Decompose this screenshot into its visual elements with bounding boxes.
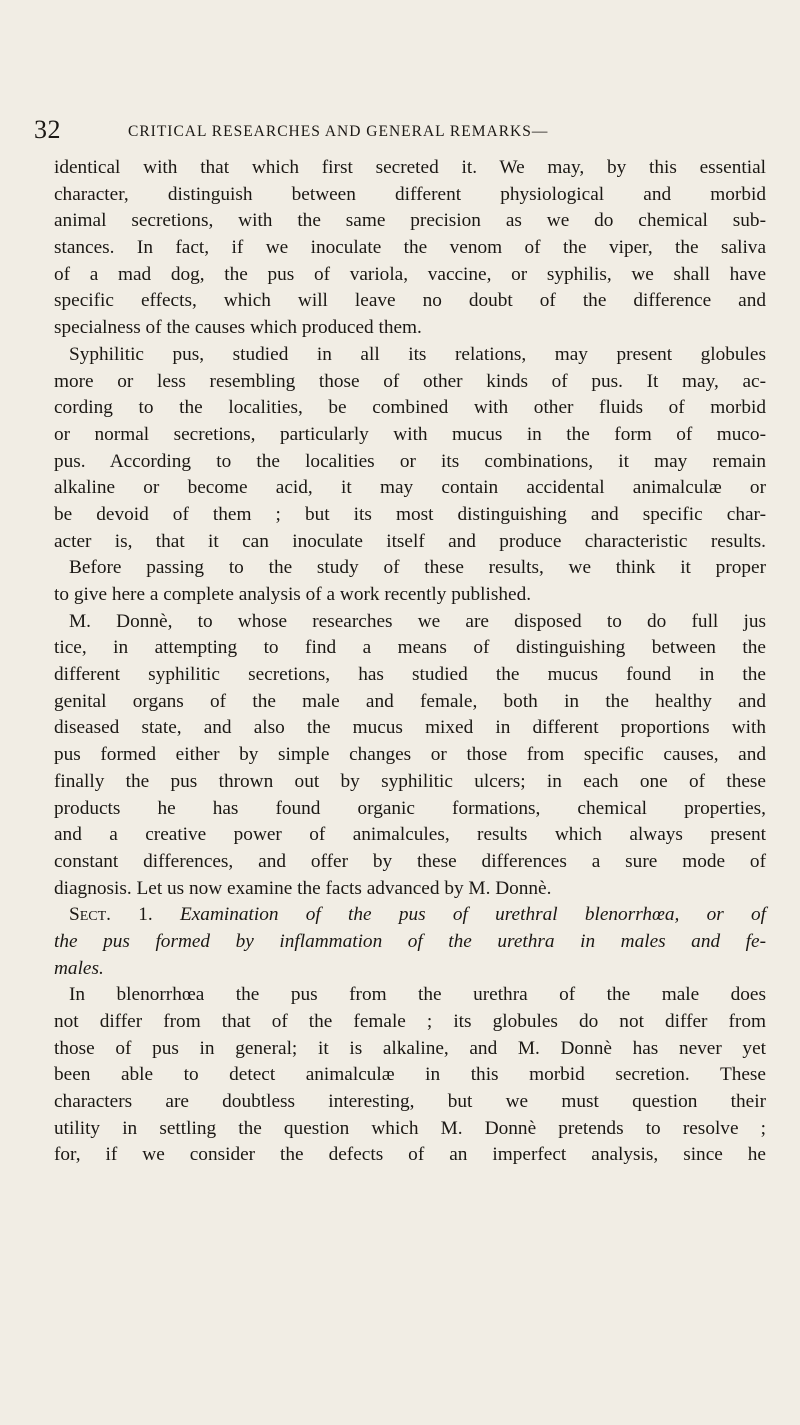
- text-line: be devoid of them ; but its most distinguishing and specific char-: [54, 503, 766, 525]
- section-label: Sect. 1.: [69, 904, 153, 926]
- text-line: Before passing to the study of these results, we think it proper: [69, 557, 766, 579]
- text-line: of a mad dog, the pus of variola, vaccine, or syphilis, we shall have: [54, 263, 766, 285]
- text-line: more or less resembling those of other kinds of pus. It may, ac-: [54, 370, 766, 392]
- text-line: stances. In fact, if we inoculate the venom of the viper, the saliva: [54, 237, 766, 259]
- text-line: specialness of the causes which produced them.: [54, 317, 422, 339]
- text-line: specific effects, which will leave no doubt of the difference and: [54, 290, 766, 312]
- text-line: alkaline or become acid, it may contain accidental animalculæ or: [54, 477, 766, 499]
- page-number: 32: [34, 115, 61, 144]
- text-line: cording to the localities, be combined with other fluids of morbid: [54, 397, 766, 419]
- section-heading-end: males.: [54, 957, 104, 979]
- text-line: animal secretions, with the same precision as we do chemical sub-: [54, 210, 766, 232]
- text-line: identical with that which first secreted it. We may, by this essential: [54, 157, 766, 178]
- text-line: different syphilitic secretions, has studied the mucus found in the: [54, 664, 766, 686]
- text-line: genital organs of the male and female, both in the healthy and: [54, 690, 766, 712]
- running-head: CRITICAL RESEARCHES AND GENERAL REMARKS—: [128, 123, 549, 140]
- text-line: not differ from that of the female ; its globules do not differ from: [54, 1011, 766, 1032]
- text-line: In blenorrhœa the pus from the urethra of the male does: [69, 984, 766, 1006]
- section-heading-continued: the pus formed by inflammation of the urethra in males and fe-: [54, 930, 766, 952]
- text-line: character, distinguish between different physiological and morbid: [54, 183, 766, 205]
- text-line: tice, in attempting to find a means of distinguishing between the: [54, 637, 766, 659]
- text-line: for, if we consider the defects of an imperfect analysis, since he: [54, 1144, 766, 1166]
- text-line: utility in settling the question which M. Donnè pretends to resolve ;: [54, 1117, 766, 1139]
- text-line: pus formed either by simple changes or those from specific causes, and: [54, 744, 766, 766]
- text-line: finally the pus thrown out by syphilitic ulcers; in each one of these: [54, 770, 766, 792]
- text-line: M. Donnè, to whose researches we are disposed to do full jus: [69, 610, 766, 632]
- text-line: or normal secretions, particularly with mucus in the form of muco-: [54, 423, 766, 445]
- body-text: [54, 155, 766, 1169]
- text-line: acter is, that it can inoculate itself and produce characteristic results.: [54, 530, 766, 552]
- text-line: been able to detect animalculæ in this morbid secretion. These: [54, 1064, 766, 1086]
- section-title-part: Examination of the pus of urethral blenorrhœa, or of: [179, 904, 766, 926]
- text-line: those of pus in general; it is alkaline, and M. Donnè has never yet: [54, 1037, 766, 1059]
- text-line: diagnosis. Let us now examine the facts advanced by M. Donnè.: [54, 877, 552, 899]
- text-line: constant differences, and offer by these differences a sure mode of: [54, 850, 766, 872]
- text-line: Syphilitic pus, studied in all its relations, may present globules: [69, 343, 766, 365]
- page-header: [34, 115, 774, 146]
- text-line: pus. According to the localities or its combinations, it may remain: [54, 450, 766, 472]
- text-line: and a creative power of animalcules, results which always present: [54, 824, 766, 846]
- section-heading: [54, 902, 766, 929]
- text-line: products he has found organic formations, chemical properties,: [54, 797, 766, 819]
- text-line: to give here a complete analysis of a work recently published.: [54, 584, 532, 605]
- text-line: characters are doubtless interesting, but we must question their: [54, 1091, 766, 1113]
- text-line: diseased state, and also the mucus mixed in different proportions with: [54, 717, 766, 739]
